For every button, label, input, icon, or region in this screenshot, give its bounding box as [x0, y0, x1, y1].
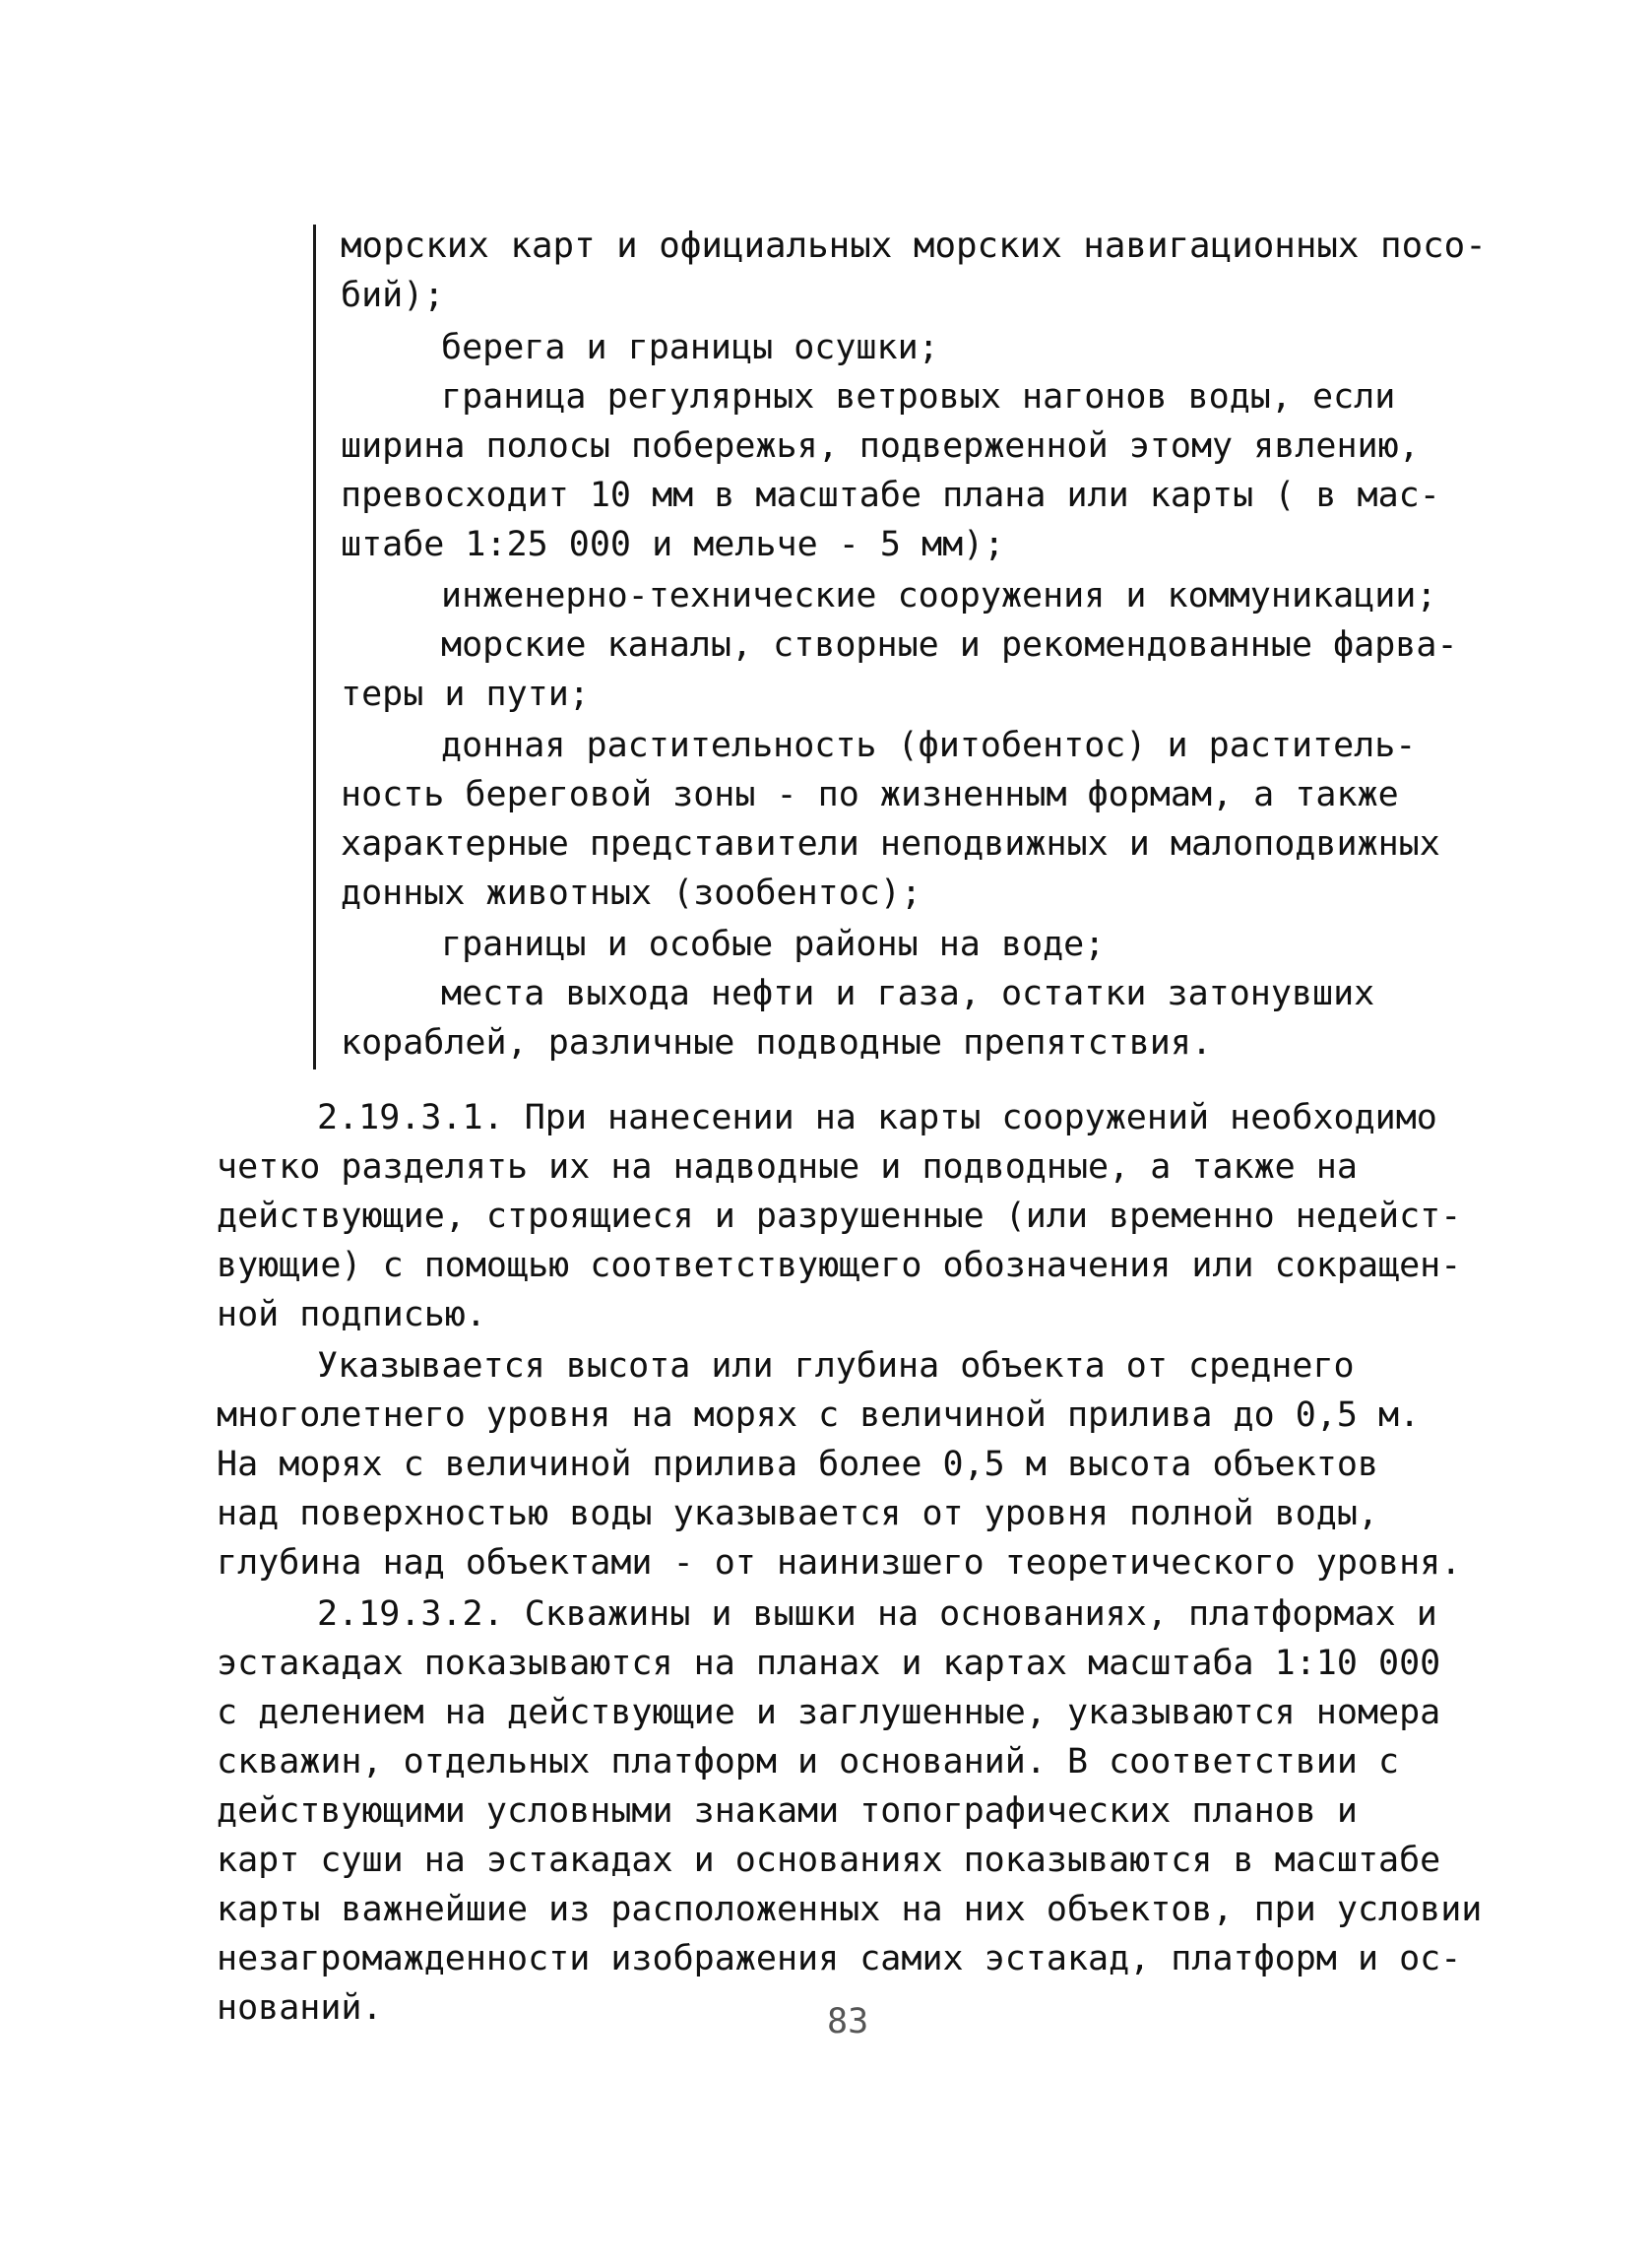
text-line: вующие) с помощью соответствующего обозначения или сокращен-: [217, 1246, 1462, 1285]
text-line: берега и границы осушки;: [441, 328, 939, 367]
text-line: над поверхностью воды указывается от уровня полной воды,: [217, 1494, 1379, 1533]
page-number: 83: [827, 2002, 869, 2041]
text-line: граница регулярных ветровых нагонов воды, если: [441, 377, 1396, 417]
text-line: бий);: [341, 276, 445, 315]
text-line: действующими условными знаками топографических планов и: [217, 1791, 1358, 1831]
text-line: эстакадах показываются на планах и картах масштаба 1:10 000: [217, 1644, 1441, 1683]
text-line: глубина над объектами - от наинизшего теоретического уровня.: [217, 1543, 1462, 1583]
text-line: Указывается высота или глубина объекта от среднего: [317, 1346, 1355, 1386]
text-line: морских карт и официальных морских навигационных посо-: [341, 226, 1487, 266]
text-line: кораблей, различные подводные препятствия.: [341, 1023, 1213, 1063]
text-line: донных животных (зообентос);: [341, 874, 922, 913]
text-line: ной подписью.: [217, 1295, 486, 1334]
text-line: действующие, строящиеся и разрушенные (или временно недейст-: [217, 1197, 1462, 1236]
text-line: незагромажденности изображения самих эстакад, платформ и ос-: [217, 1939, 1462, 1978]
text-line: превосходит 10 мм в масштабе плана или карты ( в мас-: [341, 476, 1440, 515]
text-line: теры и пути;: [341, 675, 590, 714]
text-line: многолетнего уровня на морях с величиной прилива до 0,5 м.: [217, 1395, 1421, 1435]
text-line: с делением на действующие и заглушенные, указываются номера: [217, 1693, 1441, 1732]
text-line: На морях с величиной прилива более 0,5 м высота объектов: [217, 1445, 1379, 1484]
text-line: характерные представители неподвижных и малоподвижных: [341, 824, 1440, 864]
text-line: ность береговой зоны - по жизненным формам, а также: [341, 775, 1399, 814]
text-line: инженерно-технические сооружения и коммуникации;: [441, 576, 1437, 616]
text-line: четко разделять их на надводные и подводные, а также на: [217, 1147, 1358, 1187]
text-line: карты важнейшие из расположенных на них объектов, при условии: [217, 1890, 1483, 1929]
text-line: границы и особые районы на воде;: [441, 925, 1106, 964]
text-line: карт суши на эстакадах и основаниях показываются в масштабе: [217, 1841, 1441, 1880]
text-line: нований.: [217, 1988, 383, 2028]
text-line: места выхода нефти и газа, остатки затонувших: [441, 974, 1375, 1013]
text-line: 2.19.3.2. Скважины и вышки на основаниях, платформах и: [317, 1594, 1437, 1634]
text-line: морские каналы, створные и рекомендованные фарва-: [441, 625, 1458, 665]
text-line: донная растительность (фитобентос) и раститель-: [441, 726, 1417, 765]
text-line: ширина полосы побережья, подверженной этому явлению,: [341, 426, 1420, 466]
text-line: штабе 1:25 000 и мельче - 5 мм);: [341, 525, 1005, 564]
revision-bar: [313, 225, 316, 1069]
text-line: скважин, отдельных платформ и оснований. В соответствии с: [217, 1742, 1400, 1782]
text-line: 2.19.3.1. При нанесении на карты сооружений необходимо: [317, 1098, 1437, 1137]
